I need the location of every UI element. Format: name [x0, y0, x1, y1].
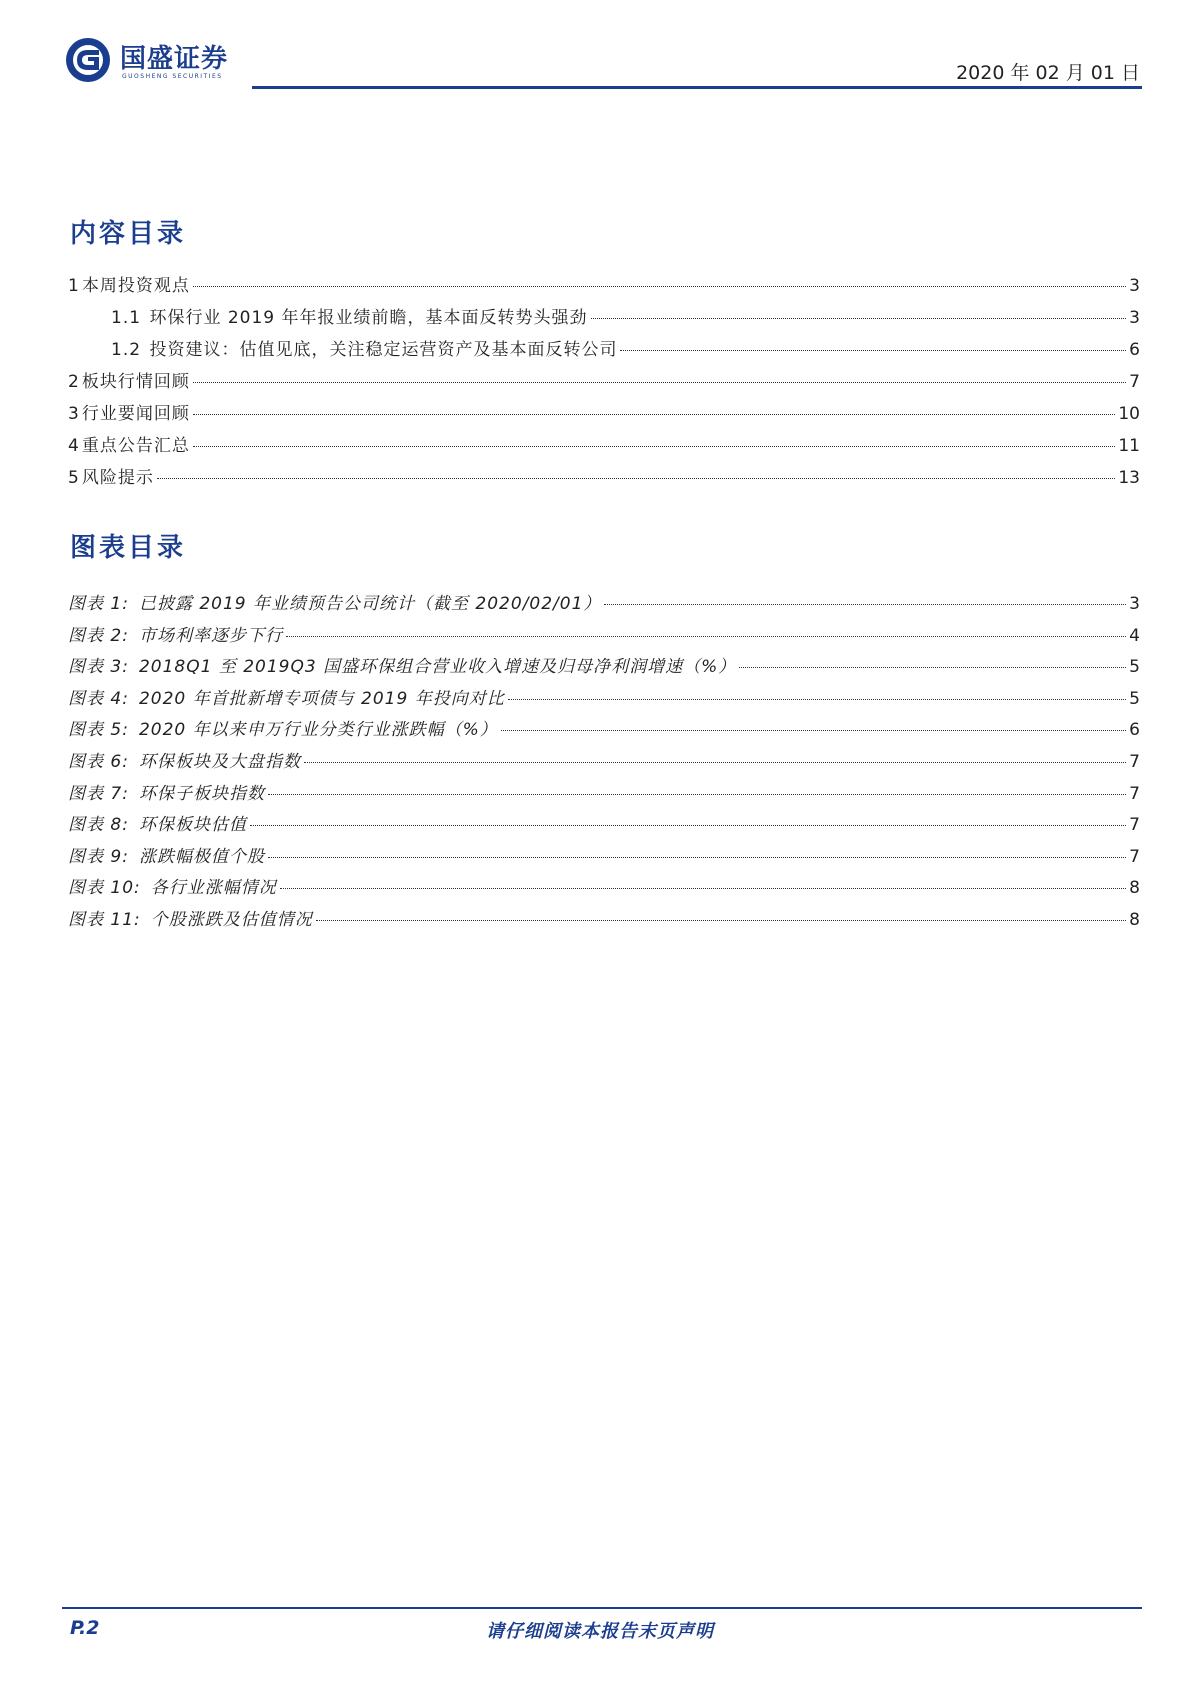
toc-entry[interactable]: 1.2 投资建议：估值见底，关注稳定运营资产及基本面反转公司 6	[111, 340, 1140, 360]
logo-name: 国盛证券	[120, 44, 229, 74]
toc-page-number: 10	[1118, 404, 1140, 424]
dot-leader	[193, 414, 1116, 415]
guosheng-logo-icon	[64, 36, 112, 84]
figure-page-number: 8	[1129, 878, 1140, 899]
figure-entry[interactable]: 图表 3: 2018Q1 至 2019Q3 国盛环保组合营业收入增速及归母净利润增速（%） 5	[68, 657, 1140, 678]
figures-list	[68, 589, 1140, 937]
figure-entry[interactable]: 图表 5: 2020 年以来申万行业分类行业涨跌幅（%） 6	[68, 720, 1140, 741]
dot-leader	[280, 888, 1126, 889]
dot-leader	[316, 920, 1126, 921]
toc-entry[interactable]: 1 本周投资观点 3	[68, 276, 1140, 296]
figure-page-number: 4	[1129, 625, 1140, 646]
toc-page-number: 11	[1118, 436, 1140, 456]
dot-leader	[508, 699, 1126, 700]
figure-entry[interactable]: 图表 2: 市场利率逐步下行 4	[68, 625, 1140, 646]
figure-entry[interactable]: 图表 4: 2020 年首批新增专项债与 2019 年投向对比 5	[68, 688, 1140, 709]
figure-page-number: 8	[1129, 909, 1140, 930]
dot-leader	[250, 825, 1126, 826]
toc-page-number: 3	[1129, 308, 1140, 328]
dot-leader	[739, 667, 1126, 668]
figure-entry[interactable]: 图表 6: 环保板块及大盘指数 7	[68, 751, 1140, 772]
figure-entry[interactable]: 图表 11: 个股涨跌及估值情况 8	[68, 909, 1140, 930]
footer-divider	[62, 1607, 1142, 1609]
toc-page-number: 6	[1129, 340, 1140, 360]
figure-entry[interactable]: 图表 1: 已披露 2019 年业绩预告公司统计（截至 2020/02/01） 3	[68, 594, 1140, 614]
header-divider	[252, 86, 1142, 89]
dot-leader	[591, 318, 1127, 319]
figure-page-number: 7	[1129, 751, 1140, 772]
dot-leader	[304, 762, 1126, 763]
figure-entry[interactable]: 图表 8: 环保板块估值 7	[68, 815, 1140, 836]
toc-entry[interactable]: 3 行业要闻回顾 10	[68, 404, 1140, 424]
figure-page-number: 5	[1129, 688, 1140, 709]
toc-page-number: 3	[1129, 276, 1140, 296]
disclaimer-note: 请仔细阅读本报告末页声明	[486, 1621, 714, 1642]
toc-entry[interactable]: 1.1 环保行业 2019 年年报业绩前瞻，基本面反转势头强劲 3	[111, 308, 1140, 328]
figure-page-number: 5	[1129, 657, 1140, 678]
contents-list	[68, 271, 1140, 495]
dot-leader	[193, 446, 1116, 447]
figure-page-number: 7	[1129, 846, 1140, 867]
report-date: 2020 年 02 月 01 日	[956, 62, 1140, 84]
dot-leader	[193, 286, 1126, 287]
figure-page-number: 7	[1129, 815, 1140, 836]
toc-entry[interactable]: 2 板块行情回顾 7	[68, 372, 1140, 392]
logo	[62, 30, 322, 88]
dot-leader	[157, 478, 1116, 479]
dot-leader	[286, 636, 1126, 637]
figure-entry[interactable]: 图表 9: 涨跌幅极值个股 7	[68, 846, 1140, 867]
toc-entry[interactable]: 4 重点公告汇总 11	[68, 436, 1140, 456]
toc-page-number: 7	[1129, 372, 1140, 392]
figure-page-number: 3	[1129, 594, 1140, 614]
dot-leader	[193, 382, 1126, 383]
dot-leader	[268, 794, 1126, 795]
figure-page-number: 6	[1129, 720, 1140, 741]
page-number: P.2	[70, 1617, 100, 1639]
figure-entry[interactable]: 图表 7: 环保子板块指数 7	[68, 783, 1140, 804]
dot-leader	[268, 857, 1126, 858]
figures-title: 图表目录	[70, 533, 187, 563]
logo-subtitle: GUOSHENG SECURITIES	[122, 73, 223, 80]
dot-leader	[604, 604, 1126, 605]
figure-page-number: 7	[1129, 783, 1140, 804]
contents-title: 内容目录	[70, 219, 187, 249]
toc-entry[interactable]: 5 风险提示 13	[68, 468, 1140, 488]
page-header	[62, 30, 1142, 90]
toc-page-number: 13	[1118, 468, 1140, 488]
dot-leader	[501, 730, 1126, 731]
dot-leader	[620, 350, 1126, 351]
figure-entry[interactable]: 图表 10: 各行业涨幅情况 8	[68, 878, 1140, 899]
